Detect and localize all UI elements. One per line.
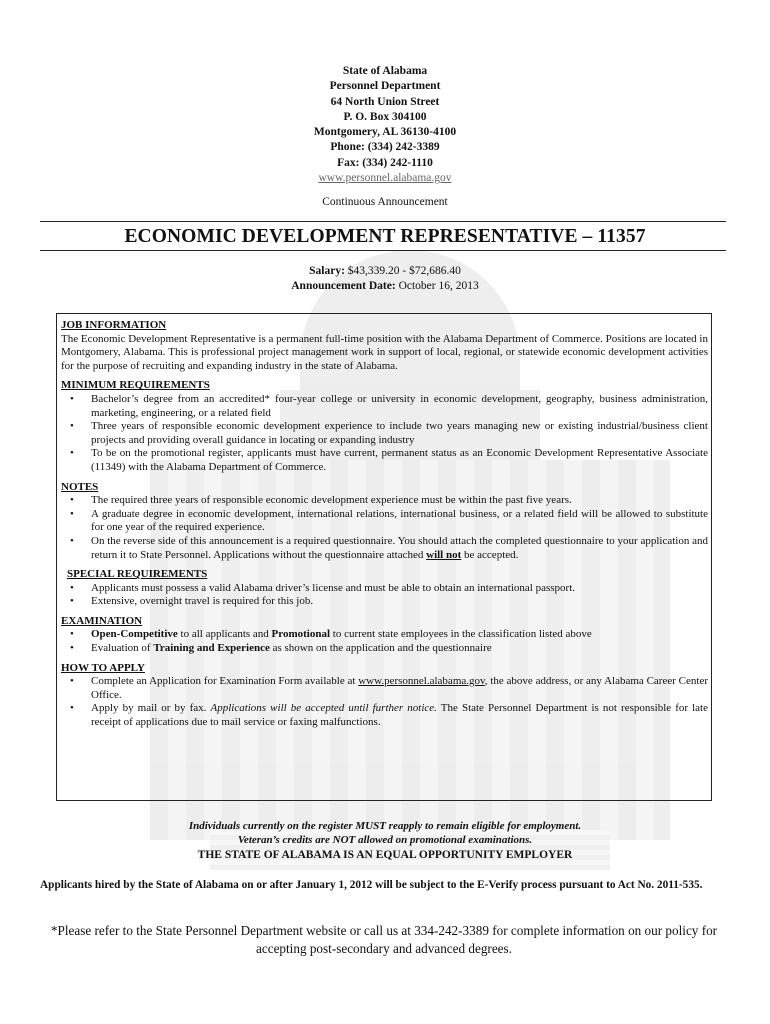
- special-requirements-list: [61, 582, 708, 609]
- everify-notice: Applicants hired by the State of Alabama on or after January 1, 2012 will be subject to the E-Verify process pursuant to Act No. 2011-535.: [40, 879, 703, 891]
- notes-heading: NOTES: [61, 480, 99, 493]
- list-item: • Open-Competitive to all applicants and Promotional to current state employees in the classification listed above: [70, 628, 592, 641]
- list-item: • Three years of responsible economic development experience to include two years managing new or existing industrial/business client projects and providing overall guidance in locating or expanding industry: [70, 420, 708, 446]
- salary-label: Salary:: [309, 265, 345, 277]
- special-requirements-heading: SPECIAL REQUIREMENTS: [67, 568, 208, 581]
- will-not-emphasis: will not: [426, 548, 462, 561]
- minimum-requirements-heading: MINIMUM REQUIREMENTS: [61, 379, 210, 392]
- list-item: • To be on the promotional register, applicants must have current, permanent status as an Economic Development Representative Associate (11349) with the Alabama Department of Commerce.: [70, 447, 708, 473]
- salary-value: $43,339.20 - $72,686.40: [347, 265, 461, 277]
- title-rule-top: [40, 221, 726, 222]
- list-item: • The required three years of responsible economic development experience must be within the past five years.: [70, 494, 572, 507]
- degree-policy-notice: *Please refer to the State Personnel Department website or call us at 334-242-3389 for complete information on our policy for accepting post-secondary and advanced degrees.: [50, 923, 718, 956]
- salary-block: [0, 264, 770, 293]
- header-line: P. O. Box 304100: [343, 110, 427, 123]
- header-line: State of Alabama: [342, 65, 428, 77]
- website-link[interactable]: www.personnel.alabama.gov: [318, 172, 452, 185]
- minimum-requirements-list: [61, 393, 708, 475]
- announcement-date-label: Announcement Date:: [291, 279, 396, 292]
- header-line: Montgomery, AL 36130-4100: [313, 126, 457, 139]
- header-line: Fax: (334) 242-1110: [337, 156, 433, 169]
- job-title: ECONOMIC DEVELOPMENT REPRESENTATIVE – 11357: [124, 226, 646, 247]
- how-to-apply-heading: HOW TO APPLY: [61, 661, 145, 674]
- job-details-box: [56, 313, 712, 801]
- list-item: • A graduate degree in economic development, international relations, international business, or a related field will be allowed to substitute for one year of the required experience.: [70, 507, 708, 534]
- agency-header: [0, 64, 770, 186]
- list-item: • On the reverse side of this announcement is a required questionnaire. You should attach the completed questionnaire to your application and return it to State Personnel. Applications without the questionnaire attached will not be accepted.: [70, 534, 708, 561]
- notes-list: [61, 494, 708, 562]
- examination-list: [61, 628, 708, 655]
- header-line: Phone: (334) 242-3389: [330, 141, 440, 154]
- title-rule-bottom: [40, 250, 726, 251]
- eeo-statement: THE STATE OF ALABAMA IS AN EQUAL OPPORTUNITY EMPLOYER: [197, 849, 573, 861]
- list-item: • Bachelor’s degree from an accredited* four-year college or university in economic development, geography, business administration, marketing, engineering, or a related field: [70, 392, 708, 419]
- list-item: • Applicants must possess a valid Alabama driver’s license and must be able to obtain an international passport.: [70, 581, 575, 594]
- application-link[interactable]: www.personnel.alabama.gov: [358, 675, 485, 688]
- register-notice: Individuals currently on the register MUST reapply to remain eligible for employment. Veteran’s credits are NOT allowed on promotional examinations.: [188, 820, 582, 846]
- job-information-heading: JOB INFORMATION: [61, 319, 167, 331]
- list-item: • Evaluation of Training and Experience as shown on the application and the questionnaire: [70, 642, 492, 655]
- list-item: • Complete an Application for Examination Form available at www.personnel.alabama.gov, the above address, or any Alabama Career Center Office.: [70, 675, 708, 701]
- list-item: • Apply by mail or by fax. Applications will be accepted until further notice. The State Personnel Department is not responsible for late receipt of applications due to mail service or faxing malfunctions.: [70, 702, 708, 729]
- job-information-text: The Economic Development Representative is a permanent full-time position with the Alabama Department of Commerce. Positions are located in Montgomery, Alabama. This is professional project management work in support of local, regional, or statewide economic development activities for the purpose of recruiting and expanding industry in the state of Alabama.: [61, 332, 708, 372]
- announcement-date-value: October 16, 2013: [398, 279, 479, 292]
- list-item: • Extensive, overnight travel is required for this job.: [70, 595, 314, 608]
- header-line: 64 North Union Street: [330, 95, 440, 108]
- announcement-type: Continuous Announcement: [322, 196, 448, 208]
- header-line: Personnel Department: [329, 80, 441, 93]
- how-to-apply-list: [61, 675, 708, 729]
- examination-heading: EXAMINATION: [61, 614, 143, 627]
